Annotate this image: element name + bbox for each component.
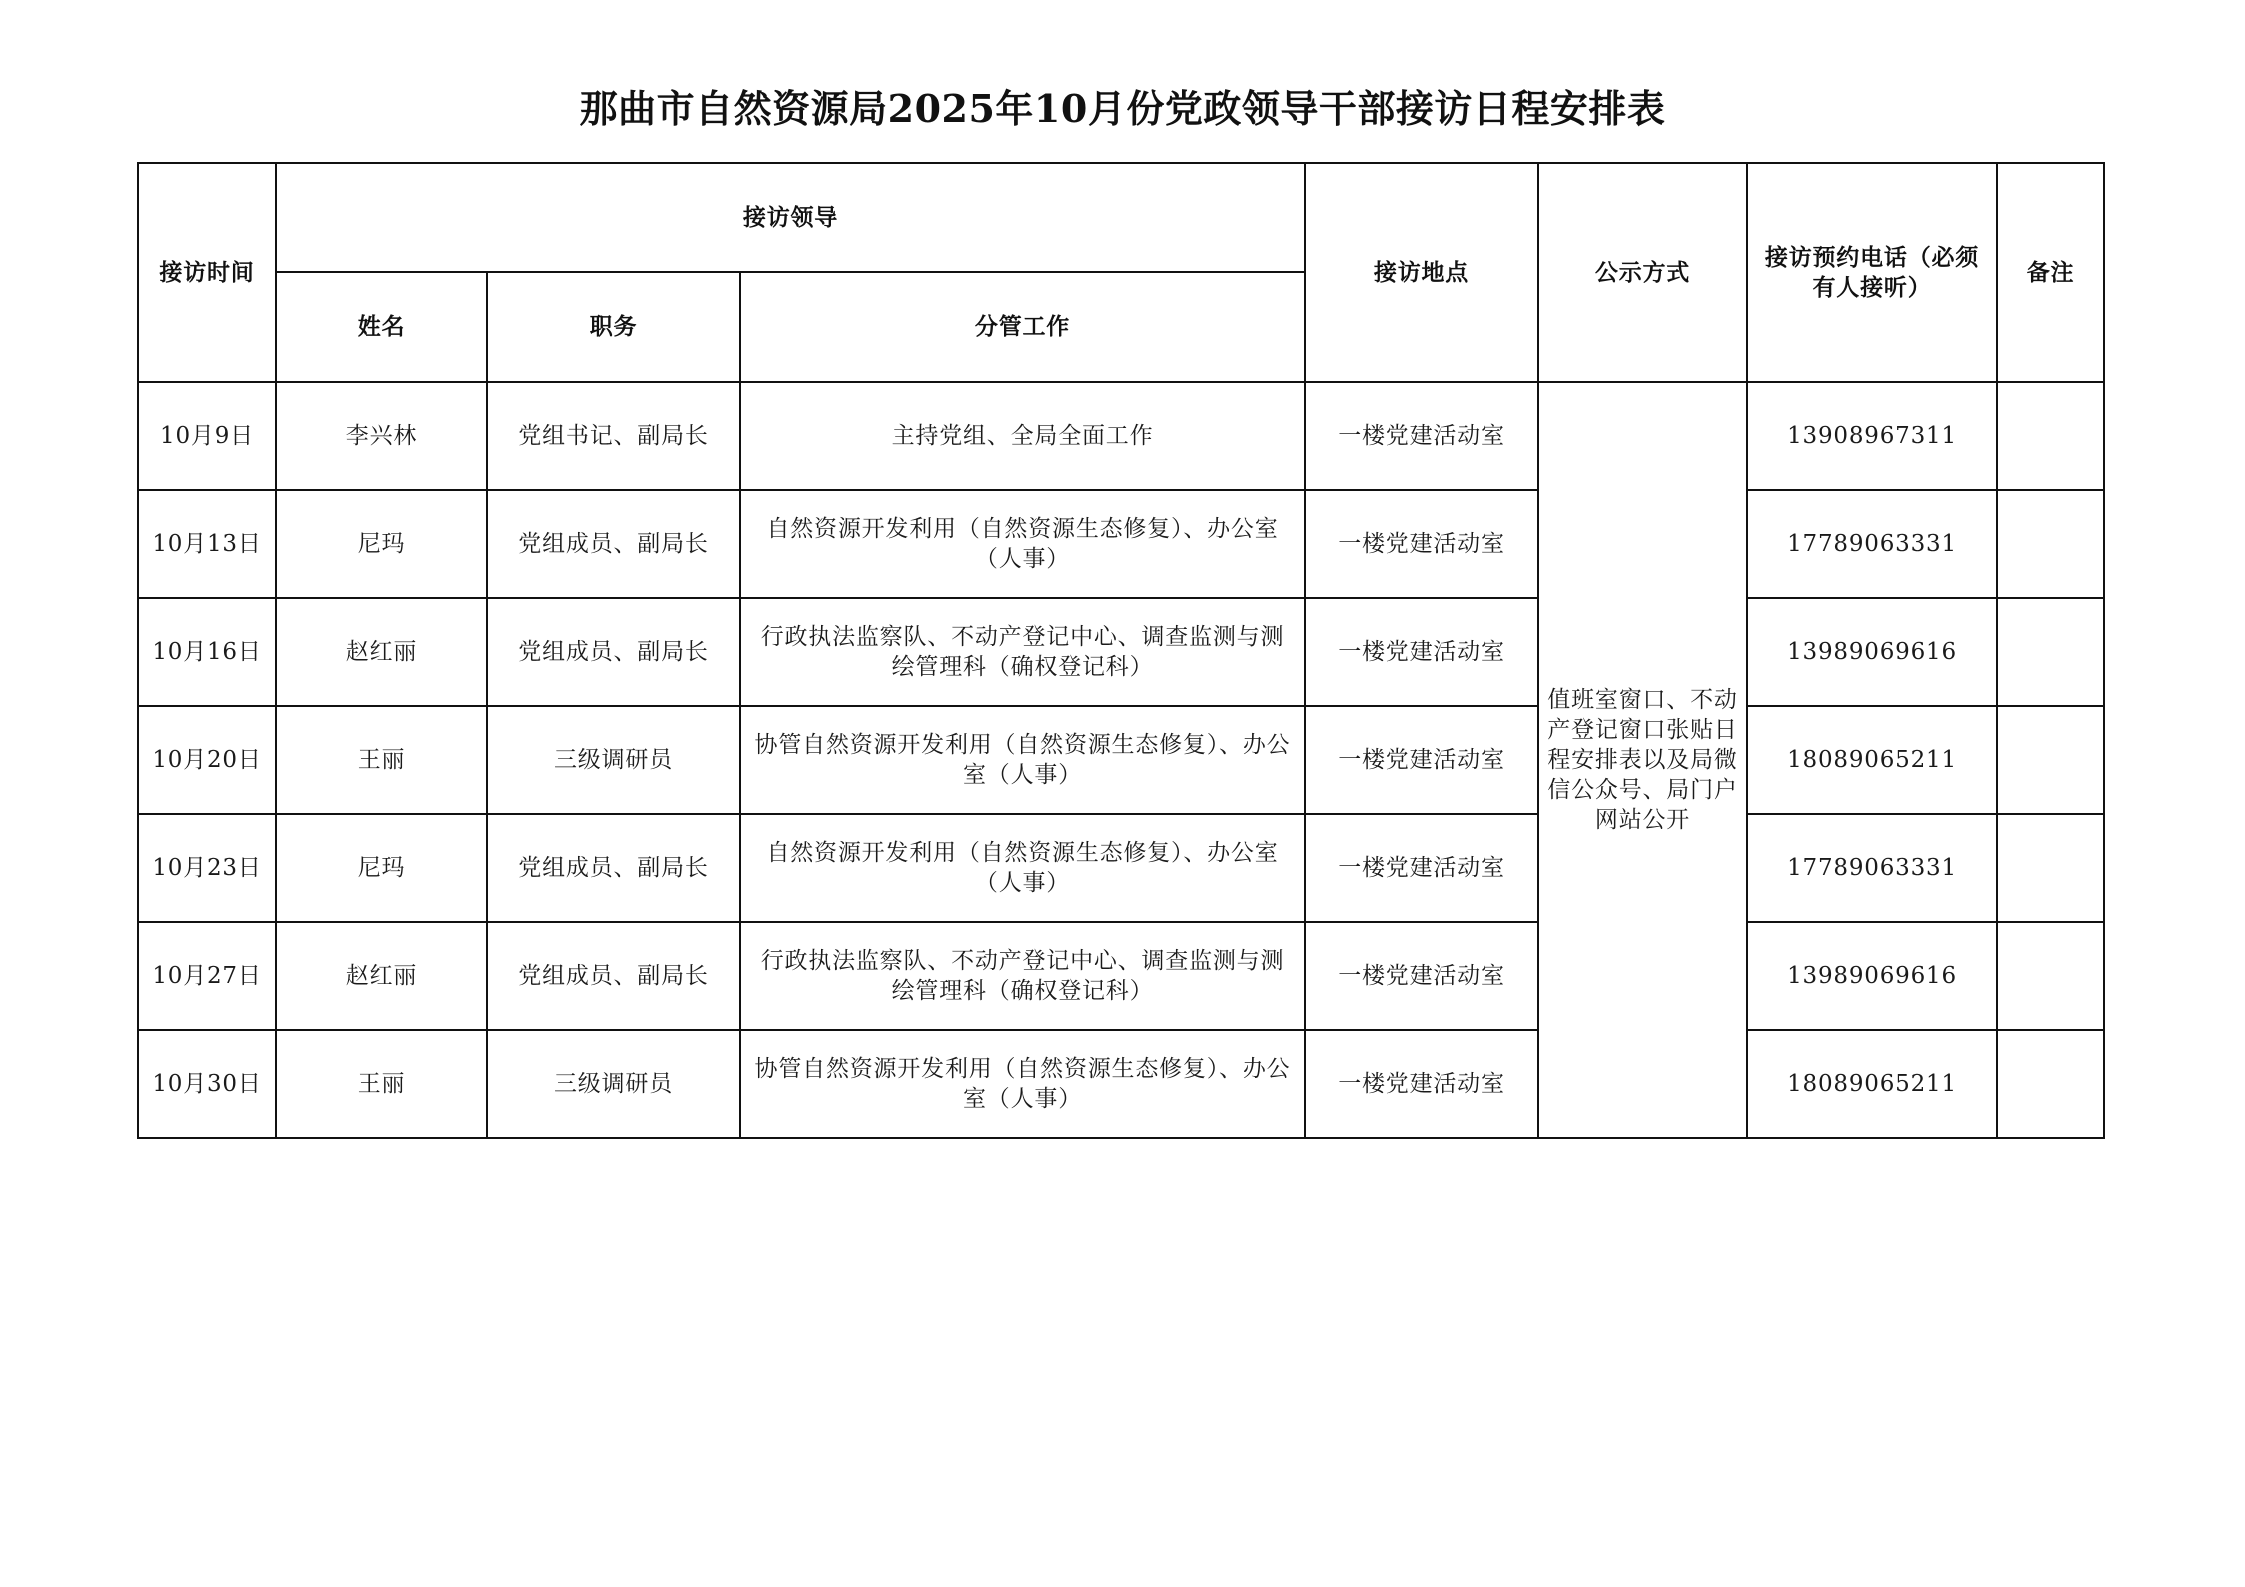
header-duties: 分管工作 [740,272,1305,382]
header-leader-group: 接访领导 [276,163,1305,272]
cell-phone: 17789063331 [1747,490,1997,598]
table-row [138,922,2104,1030]
cell-name: 尼玛 [276,814,487,922]
cell-location: 一楼党建活动室 [1305,814,1538,922]
cell-remarks [1997,706,2104,814]
cell-remarks [1997,922,2104,1030]
header-remarks: 备注 [1997,163,2104,382]
cell-duties: 自然资源开发利用（自然资源生态修复）、办公室（人事） [740,814,1305,922]
schedule-table [137,162,2105,1139]
cell-date: 10月23日 [138,814,276,922]
cell-remarks [1997,598,2104,706]
cell-position: 党组成员、副局长 [487,814,740,922]
cell-duties: 主持党组、全局全面工作 [740,382,1305,490]
cell-phone: 18089065211 [1747,1030,1997,1138]
header-phone: 接访预约电话（必须有人接听） [1747,163,1997,382]
cell-duties: 协管自然资源开发利用（自然资源生态修复）、办公室（人事） [740,1030,1305,1138]
cell-publicity-method: 值班室窗口、不动产登记窗口张贴日程安排表以及局微信公众号、局门户网站公开 [1538,382,1747,1138]
cell-duties: 行政执法监察队、不动产登记中心、调查监测与测绘管理科（确权登记科） [740,922,1305,1030]
cell-phone: 18089065211 [1747,706,1997,814]
cell-position: 党组成员、副局长 [487,922,740,1030]
table-row [138,706,2104,814]
cell-position: 党组成员、副局长 [487,598,740,706]
cell-location: 一楼党建活动室 [1305,598,1538,706]
cell-name: 赵红丽 [276,598,487,706]
cell-date: 10月16日 [138,598,276,706]
cell-name: 王丽 [276,706,487,814]
cell-remarks [1997,814,2104,922]
cell-location: 一楼党建活动室 [1305,706,1538,814]
table-row [138,1030,2104,1138]
cell-phone: 13989069616 [1747,598,1997,706]
table-row [138,490,2104,598]
cell-position: 党组成员、副局长 [487,490,740,598]
table-row [138,814,2104,922]
cell-name: 王丽 [276,1030,487,1138]
cell-name: 李兴林 [276,382,487,490]
cell-date: 10月30日 [138,1030,276,1138]
cell-duties: 自然资源开发利用（自然资源生态修复）、办公室（人事） [740,490,1305,598]
cell-name: 尼玛 [276,490,487,598]
cell-date: 10月9日 [138,382,276,490]
cell-location: 一楼党建活动室 [1305,1030,1538,1138]
cell-phone: 17789063331 [1747,814,1997,922]
cell-remarks [1997,382,2104,490]
cell-phone: 13908967311 [1747,382,1997,490]
cell-remarks [1997,490,2104,598]
cell-location: 一楼党建活动室 [1305,490,1538,598]
table-row [138,382,2104,490]
cell-location: 一楼党建活动室 [1305,382,1538,490]
cell-phone: 13989069616 [1747,922,1997,1030]
cell-date: 10月27日 [138,922,276,1030]
cell-date: 10月20日 [138,706,276,814]
table-row [138,598,2104,706]
header-time: 接访时间 [138,163,276,382]
page-title: 那曲市自然资源局2025年10月份党政领导干部接访日程安排表 [579,86,1666,131]
cell-name: 赵红丽 [276,922,487,1030]
header-row [138,163,2104,272]
cell-position: 三级调研员 [487,1030,740,1138]
cell-date: 10月13日 [138,490,276,598]
cell-position: 党组书记、副局长 [487,382,740,490]
header-publicity: 公示方式 [1538,163,1747,382]
cell-position: 三级调研员 [487,706,740,814]
cell-location: 一楼党建活动室 [1305,922,1538,1030]
cell-remarks [1997,1030,2104,1138]
cell-duties: 协管自然资源开发利用（自然资源生态修复）、办公室（人事） [740,706,1305,814]
cell-duties: 行政执法监察队、不动产登记中心、调查监测与测绘管理科（确权登记科） [740,598,1305,706]
header-name: 姓名 [276,272,487,382]
header-position: 职务 [487,272,740,382]
header-location: 接访地点 [1305,163,1538,382]
